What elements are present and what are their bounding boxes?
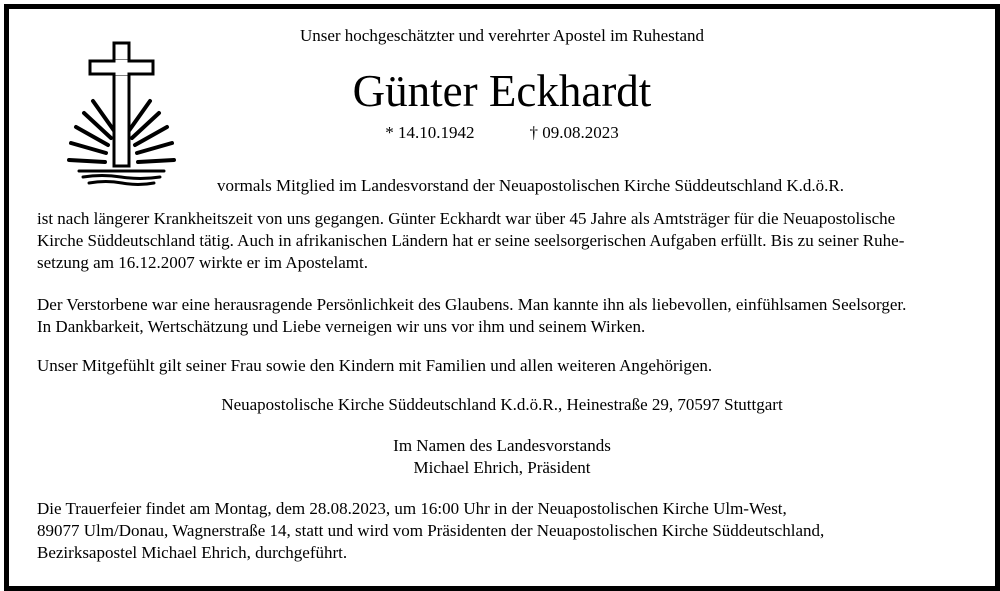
obituary-notice — [4, 4, 1000, 591]
paragraph-funeral-details — [37, 498, 987, 564]
signature-line: Im Namen des Landesvorstands — [393, 436, 611, 455]
text-line: Bezirksapostel Michael Ehrich, durchgeführt. — [37, 543, 348, 562]
life-dates — [9, 123, 995, 143]
death-date: † 09.08.2023 — [529, 123, 619, 142]
former-role-line: vormals Mitglied im Landesvorstand der Neuapostolischen Kirche Süddeutschland K.d.ö.R. — [217, 176, 844, 195]
deceased-name: Günter Eckhardt — [352, 66, 652, 116]
text-line: Unser Mitgefühlt gilt seiner Frau sowie den Kindern mit Familien und allen weiteren Angehörigen. — [37, 356, 713, 375]
text-line: Die Trauerfeier findet am Montag, dem 28.08.2023, um 16:00 Uhr in der Neuapostolischen Kirche Ulm-West, — [37, 499, 787, 518]
text-line: setzung am 16.12.2007 wirkte er im Apostelamt. — [37, 253, 368, 272]
text-line: Kirche Süddeutschland tätig. Auch in afrikanischen Ländern hat er seine seelsorgerischen Aufgaben erfüllt. Bis zu seiner Ruhe- — [37, 231, 905, 250]
text-line: ist nach längerer Krankheitszeit von uns gegangen. Günter Eckhardt war über 45 Jahre als Amtsträger für die Neuapostolische — [37, 209, 896, 228]
paragraph-tribute — [37, 294, 987, 338]
intro-line: Unser hochgeschätzter und verehrter Apostel im Ruhestand — [299, 26, 705, 45]
birth-date: * 14.10.1942 — [385, 123, 475, 142]
paragraph-condolence — [37, 355, 987, 377]
organization-address: Neuapostolische Kirche Süddeutschland K.d.ö.R., Heinestraße 29, 70597 Stuttgart — [221, 395, 783, 414]
text-line: Der Verstorbene war eine herausragende Persönlichkeit des Glaubens. Man kannte ihn als liebevollen, einfühlsamen Seelsorger. — [37, 295, 907, 314]
text-line: 89077 Ulm/Donau, Wagnerstraße 14, statt und wird vom Präsidenten der Neuapostolischen Kirche Süddeutschland, — [37, 521, 825, 540]
signature-name: Michael Ehrich, Präsident — [413, 458, 591, 477]
paragraph-biography — [37, 208, 987, 274]
text-line: In Dankbarkeit, Wertschätzung und Liebe verneigen wir uns vor ihm und seinem Wirken. — [37, 317, 646, 336]
